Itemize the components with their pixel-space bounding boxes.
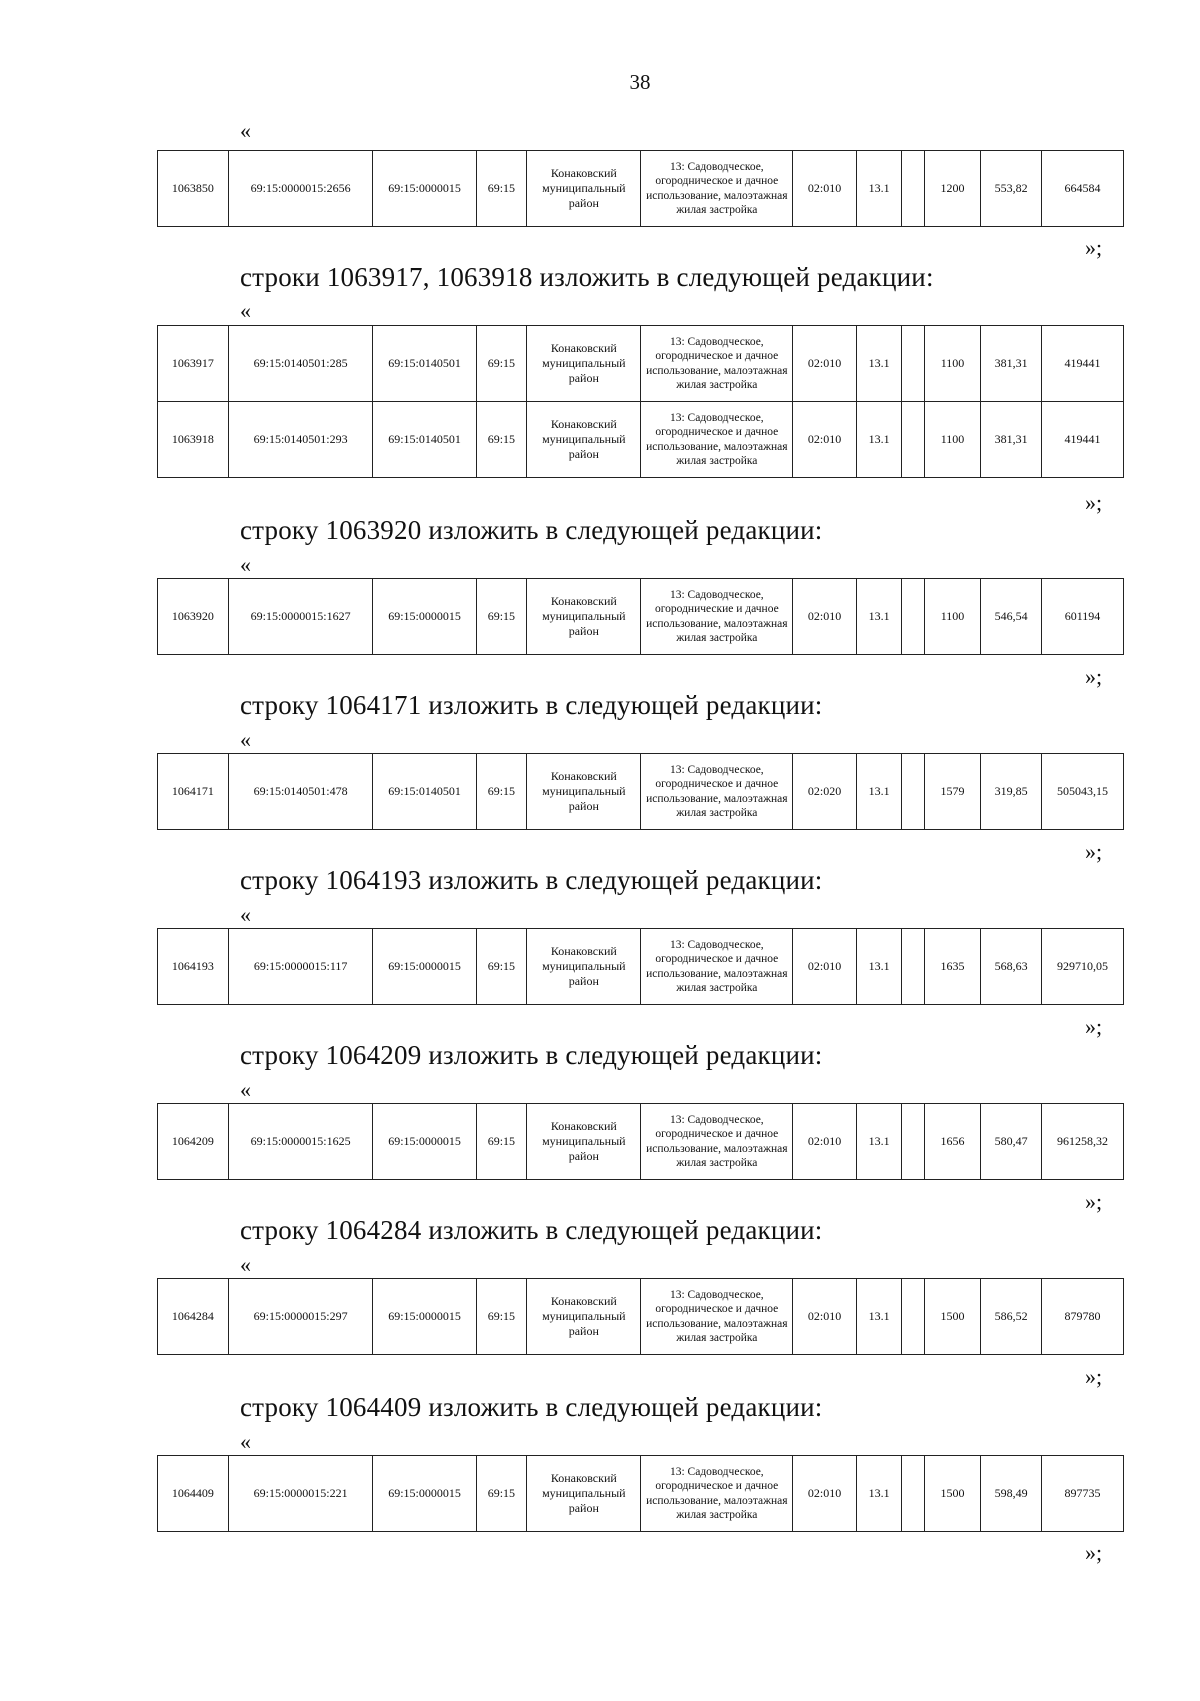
cadastral-value-cell: 419441: [1042, 402, 1124, 478]
cadastral-number-cell: 69:15:0000015:1627: [228, 579, 373, 655]
specific-value-cell: 586,52: [981, 1279, 1042, 1355]
cadastral-quarter-cell: 69:15:0140501: [373, 754, 476, 830]
cadastral-quarter-cell: 69:15:0140501: [373, 402, 476, 478]
table-row: [158, 929, 1124, 1005]
area-cell: 1100: [924, 579, 981, 655]
amendment-table: [157, 578, 1124, 655]
row-id-cell: 1063920: [158, 579, 229, 655]
district-cell: Конаковский муниципальный район: [527, 151, 641, 227]
region-code-cell: 69:15: [476, 326, 527, 402]
table-row: [158, 754, 1124, 830]
code-cell: 13.1: [856, 1456, 902, 1532]
area-cell: 1200: [924, 151, 981, 227]
land-use-cell: 13: Садоводческое, огородническое и дачное использование, малоэтажная жилая застройка: [641, 151, 793, 227]
group-cell: 02:010: [793, 1279, 857, 1355]
code-cell: 13.1: [856, 402, 902, 478]
land-use-cell: 13: Садоводческое, огородническое и дачное использование, малоэтажная жилая застройка: [641, 754, 793, 830]
table-row: [158, 326, 1124, 402]
region-code-cell: 69:15: [476, 579, 527, 655]
group-cell: 02:010: [793, 151, 857, 227]
closing-quote: »;: [1085, 1014, 1103, 1039]
district-cell: Конаковский муниципальный район: [527, 1279, 641, 1355]
district-cell: Конаковский муниципальный район: [527, 754, 641, 830]
cadastral-value-cell: 961258,32: [1042, 1104, 1124, 1180]
opening-quote: «: [240, 1429, 251, 1454]
land-use-cell: 13: Садоводческое, огородническое и дачное использование, малоэтажная жилая застройка: [641, 1104, 793, 1180]
cadastral-value-cell: 897735: [1042, 1456, 1124, 1532]
cadastral-number-cell: 69:15:0140501:285: [228, 326, 373, 402]
cadastral-value-cell: 929710,05: [1042, 929, 1124, 1005]
page-number: 38: [629, 70, 651, 94]
land-use-cell: 13: Садоводческое, огородническое и дачное использование, малоэтажная жилая застройка: [641, 1279, 793, 1355]
opening-quote: «: [240, 118, 251, 143]
cadastral-value-cell: 505043,15: [1042, 754, 1124, 830]
row-id-cell: 1064193: [158, 929, 229, 1005]
cadastral-number-cell: 69:15:0000015:1625: [228, 1104, 373, 1180]
table-row: [158, 402, 1124, 478]
cadastral-value-cell: 419441: [1042, 326, 1124, 402]
region-code-cell: 69:15: [476, 1456, 527, 1532]
group-cell: 02:010: [793, 1104, 857, 1180]
area-cell: 1500: [924, 1456, 981, 1532]
district-cell: Конаковский муниципальный район: [527, 579, 641, 655]
closing-quote: »;: [1085, 490, 1103, 515]
specific-value-cell: 381,31: [981, 326, 1042, 402]
row-id-cell: 1064409: [158, 1456, 229, 1532]
section-heading: строку 1064409 изложить в следующей редакции:: [240, 1392, 823, 1422]
code-cell: 13.1: [856, 326, 902, 402]
amendment-table: [157, 325, 1124, 478]
cadastral-quarter-cell: 69:15:0000015: [373, 1279, 476, 1355]
region-code-cell: 69:15: [476, 929, 527, 1005]
empty-cell: [902, 754, 924, 830]
row-id-cell: 1064209: [158, 1104, 229, 1180]
closing-quote: »;: [1085, 664, 1103, 689]
row-id-cell: 1063917: [158, 326, 229, 402]
empty-cell: [902, 151, 924, 227]
cadastral-number-cell: 69:15:0140501:478: [228, 754, 373, 830]
empty-cell: [902, 929, 924, 1005]
land-use-cell: 13: Садоводческое, огороднические и дачное использование, малоэтажная жилая застройка: [641, 579, 793, 655]
region-code-cell: 69:15: [476, 1279, 527, 1355]
code-cell: 13.1: [856, 151, 902, 227]
cadastral-number-cell: 69:15:0000015:221: [228, 1456, 373, 1532]
code-cell: 13.1: [856, 1279, 902, 1355]
amendment-table: [157, 150, 1124, 227]
area-cell: 1100: [924, 402, 981, 478]
closing-quote: »;: [1085, 839, 1103, 864]
opening-quote: «: [240, 1077, 251, 1102]
area-cell: 1500: [924, 1279, 981, 1355]
cadastral-number-cell: 69:15:0000015:297: [228, 1279, 373, 1355]
empty-cell: [902, 326, 924, 402]
region-code-cell: 69:15: [476, 754, 527, 830]
row-id-cell: 1064284: [158, 1279, 229, 1355]
section-heading: строку 1064171 изложить в следующей редакции:: [240, 690, 823, 720]
group-cell: 02:010: [793, 1456, 857, 1532]
opening-quote: «: [240, 552, 251, 577]
cadastral-quarter-cell: 69:15:0140501: [373, 326, 476, 402]
land-use-cell: 13: Садоводческое, огородническое и дачное использование, малоэтажная жилая застройка: [641, 326, 793, 402]
cadastral-value-cell: 601194: [1042, 579, 1124, 655]
district-cell: Конаковский муниципальный район: [527, 1456, 641, 1532]
row-id-cell: 1063850: [158, 151, 229, 227]
specific-value-cell: 546,54: [981, 579, 1042, 655]
cadastral-number-cell: 69:15:0140501:293: [228, 402, 373, 478]
closing-quote: »;: [1085, 1364, 1103, 1389]
land-use-cell: 13: Садоводческое, огородническое и дачное использование, малоэтажная жилая застройка: [641, 929, 793, 1005]
row-id-cell: 1064171: [158, 754, 229, 830]
empty-cell: [902, 1104, 924, 1180]
amendment-table: [157, 1278, 1124, 1355]
closing-quote: »;: [1085, 1189, 1103, 1214]
opening-quote: «: [240, 727, 251, 752]
table-row: [158, 579, 1124, 655]
district-cell: Конаковский муниципальный район: [527, 326, 641, 402]
area-cell: 1635: [924, 929, 981, 1005]
table-row: [158, 151, 1124, 227]
section-heading: строки 1063917, 1063918 изложить в следующей редакции:: [240, 262, 934, 292]
code-cell: 13.1: [856, 929, 902, 1005]
group-cell: 02:020: [793, 754, 857, 830]
empty-cell: [902, 579, 924, 655]
cadastral-number-cell: 69:15:0000015:117: [228, 929, 373, 1005]
row-id-cell: 1063918: [158, 402, 229, 478]
opening-quote: «: [240, 1252, 251, 1277]
amendment-table: [157, 928, 1124, 1005]
amendment-table: [157, 1103, 1124, 1180]
region-code-cell: 69:15: [476, 1104, 527, 1180]
cadastral-number-cell: 69:15:0000015:2656: [228, 151, 373, 227]
district-cell: Конаковский муниципальный район: [527, 402, 641, 478]
cadastral-quarter-cell: 69:15:0000015: [373, 151, 476, 227]
table-row: [158, 1456, 1124, 1532]
amendment-table: [157, 753, 1124, 830]
empty-cell: [902, 1456, 924, 1532]
section-heading: строку 1064284 изложить в следующей редакции:: [240, 1215, 823, 1245]
land-use-cell: 13: Садоводческое, огородническое и дачное использование, малоэтажная жилая застройка: [641, 402, 793, 478]
land-use-cell: 13: Садоводческое, огородническое и дачное использование, малоэтажная жилая застройка: [641, 1456, 793, 1532]
group-cell: 02:010: [793, 326, 857, 402]
district-cell: Конаковский муниципальный район: [527, 1104, 641, 1180]
section-heading: строку 1064193 изложить в следующей редакции:: [240, 865, 823, 895]
region-code-cell: 69:15: [476, 151, 527, 227]
specific-value-cell: 319,85: [981, 754, 1042, 830]
code-cell: 13.1: [856, 1104, 902, 1180]
closing-quote: »;: [1085, 235, 1103, 260]
closing-quote: »;: [1085, 1540, 1103, 1565]
cadastral-quarter-cell: 69:15:0000015: [373, 929, 476, 1005]
group-cell: 02:010: [793, 929, 857, 1005]
amendment-table: [157, 1455, 1124, 1532]
opening-quote: «: [240, 298, 251, 323]
area-cell: 1100: [924, 326, 981, 402]
section-heading: строку 1064209 изложить в следующей редакции:: [240, 1040, 823, 1070]
specific-value-cell: 568,63: [981, 929, 1042, 1005]
cadastral-quarter-cell: 69:15:0000015: [373, 1456, 476, 1532]
section-heading: строку 1063920 изложить в следующей редакции:: [240, 515, 823, 545]
code-cell: 13.1: [856, 579, 902, 655]
specific-value-cell: 381,31: [981, 402, 1042, 478]
empty-cell: [902, 1279, 924, 1355]
area-cell: 1579: [924, 754, 981, 830]
code-cell: 13.1: [856, 754, 902, 830]
specific-value-cell: 553,82: [981, 151, 1042, 227]
cadastral-quarter-cell: 69:15:0000015: [373, 579, 476, 655]
table-row: [158, 1279, 1124, 1355]
specific-value-cell: 580,47: [981, 1104, 1042, 1180]
region-code-cell: 69:15: [476, 402, 527, 478]
opening-quote: «: [240, 902, 251, 927]
cadastral-quarter-cell: 69:15:0000015: [373, 1104, 476, 1180]
cadastral-value-cell: 879780: [1042, 1279, 1124, 1355]
group-cell: 02:010: [793, 402, 857, 478]
cadastral-value-cell: 664584: [1042, 151, 1124, 227]
table-row: [158, 1104, 1124, 1180]
group-cell: 02:010: [793, 579, 857, 655]
specific-value-cell: 598,49: [981, 1456, 1042, 1532]
area-cell: 1656: [924, 1104, 981, 1180]
empty-cell: [902, 402, 924, 478]
district-cell: Конаковский муниципальный район: [527, 929, 641, 1005]
